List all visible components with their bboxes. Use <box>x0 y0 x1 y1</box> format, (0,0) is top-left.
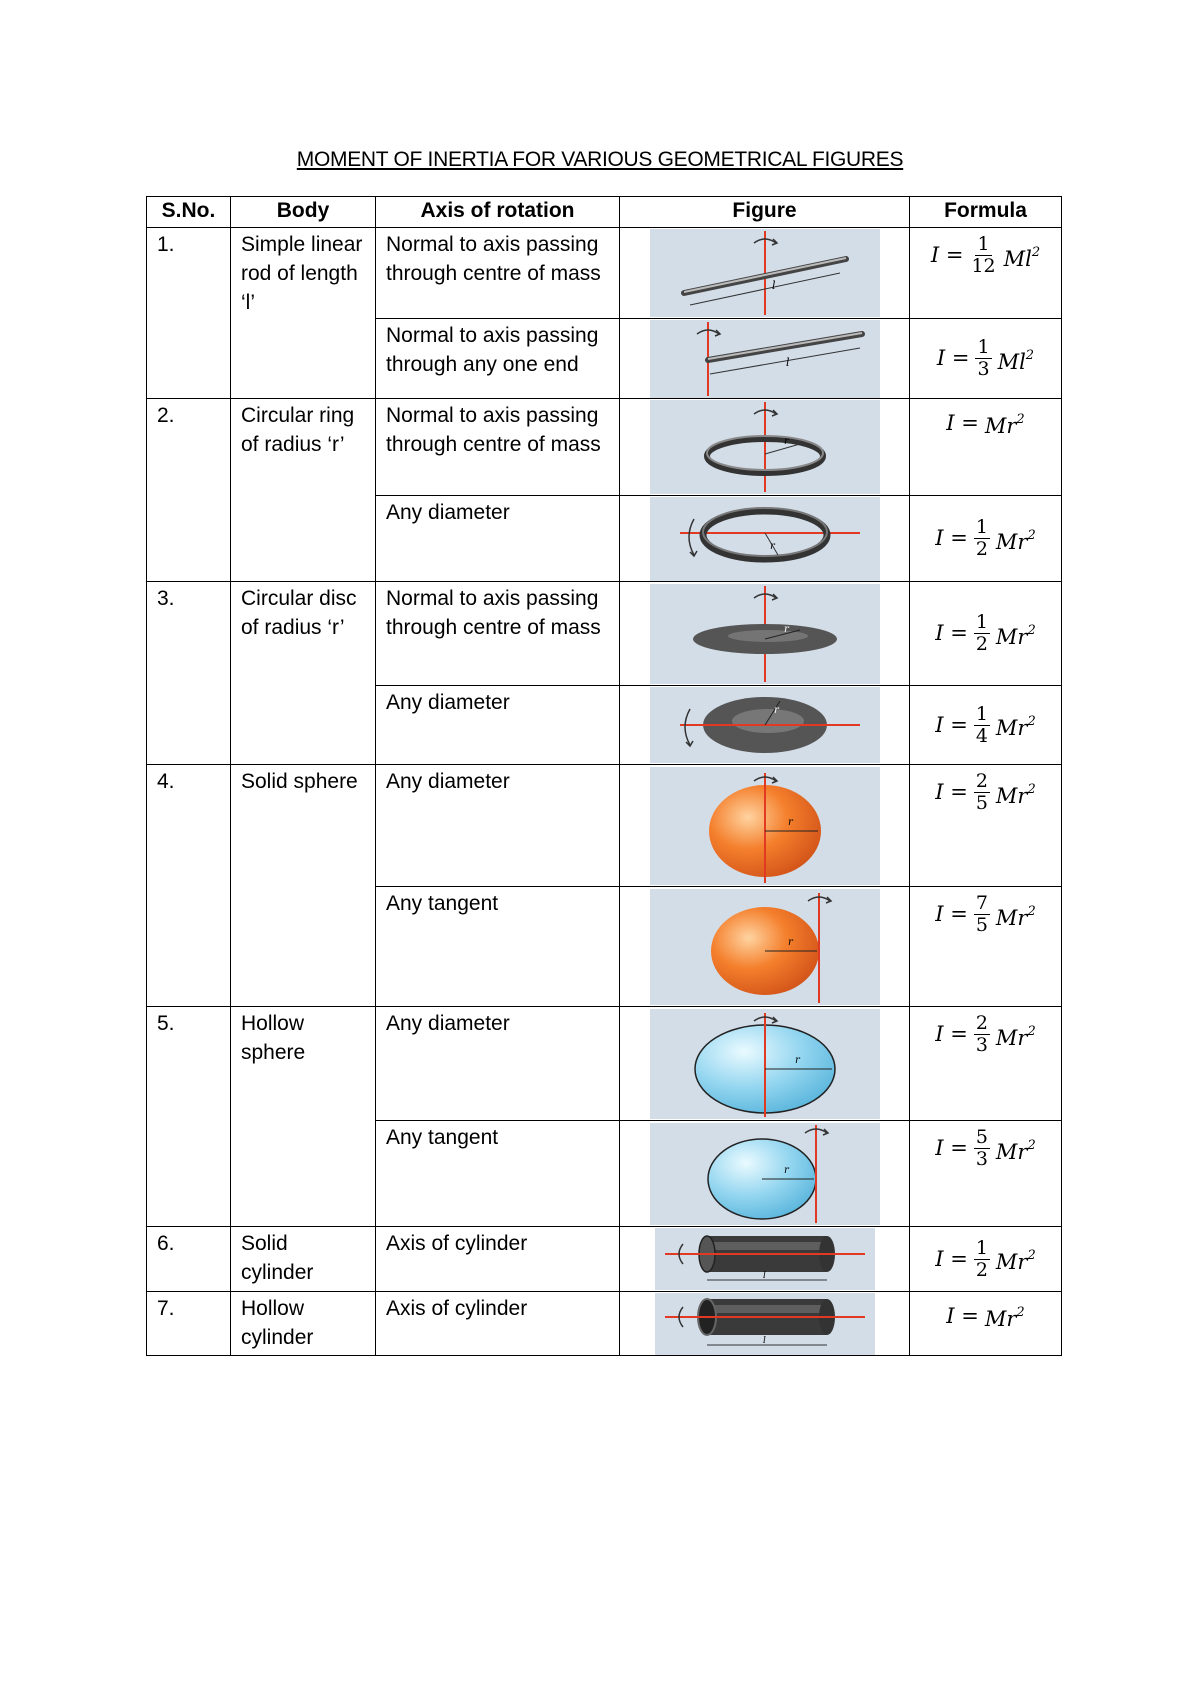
header-sno: S.No. <box>147 197 231 228</box>
radius-label: r <box>769 540 775 552</box>
figure-cell <box>620 319 910 399</box>
formula <box>935 1127 1036 1170</box>
formula-cell <box>910 686 1062 765</box>
sno-cell: 1. <box>147 228 231 399</box>
hollow-cylinder-figure <box>655 1293 875 1355</box>
denominator: 3 <box>975 1148 988 1170</box>
radius-label: r <box>783 623 789 635</box>
disc-centre-figure <box>650 584 880 684</box>
sno-cell: 2. <box>147 399 231 582</box>
figure-cell <box>620 686 910 765</box>
formula-cell <box>910 765 1062 887</box>
exponent: 2 <box>1027 527 1036 543</box>
fraction <box>974 1013 990 1056</box>
axis-cell: Any diameter <box>376 686 620 765</box>
formula-lhs: I = <box>935 1022 968 1046</box>
fraction <box>974 517 990 560</box>
page-title: MOMENT OF INERTIA FOR VARIOUS GEOMETRICAL FIGURES <box>296 148 904 171</box>
exponent: 2 <box>1016 1305 1025 1320</box>
denominator: 2 <box>975 1258 988 1281</box>
formula-lhs: I = <box>935 902 968 926</box>
formula-cell <box>910 496 1062 582</box>
table-row <box>147 765 1062 887</box>
exponent: 2 <box>1027 1023 1036 1039</box>
formula-rest: Mr <box>984 414 1017 438</box>
exponent: 2 <box>1016 412 1025 427</box>
numerator: 1 <box>975 702 988 725</box>
solid-cylinder-figure <box>655 1228 875 1290</box>
numerator: 1 <box>975 1236 988 1259</box>
formula <box>946 405 1024 441</box>
formula-rest: Mr <box>995 1250 1028 1274</box>
axis-cell: Axis of cylinder <box>376 1292 620 1356</box>
rod-end-figure <box>650 320 880 398</box>
header-body: Body <box>231 197 376 228</box>
radius-label: r <box>794 1054 800 1066</box>
formula-cell <box>910 399 1062 496</box>
formula <box>937 337 1034 380</box>
formula <box>935 771 1036 814</box>
formula <box>935 612 1036 655</box>
rod-centre-figure <box>650 229 880 317</box>
formula-lhs: I = <box>946 1303 979 1328</box>
denominator: 5 <box>975 914 988 936</box>
fraction <box>974 1238 990 1281</box>
formula-cell <box>910 319 1062 399</box>
formula <box>935 1013 1036 1056</box>
axis-cell: Any diameter <box>376 1007 620 1121</box>
disc-diameter-figure <box>650 687 880 763</box>
figure-cell <box>620 228 910 319</box>
table-row <box>147 1292 1062 1356</box>
formula-lhs: I = <box>935 621 968 645</box>
axis-cell: Any tangent <box>376 887 620 1007</box>
header-axis: Axis of rotation <box>376 197 620 228</box>
denominator: 2 <box>975 633 988 655</box>
exponent: 2 <box>1027 781 1036 797</box>
formula-lhs: I = <box>935 1136 968 1160</box>
radius-label: r <box>773 705 779 716</box>
numerator: 2 <box>975 770 988 792</box>
figure-cell <box>620 1227 910 1292</box>
fraction <box>974 612 990 655</box>
axis-cell: Any diameter <box>376 765 620 887</box>
length-label: l <box>762 1335 766 1346</box>
body-cell: Solid sphere <box>231 765 376 1007</box>
exponent: 2 <box>1027 903 1036 919</box>
formula-rest: Mr <box>995 1025 1028 1050</box>
fraction <box>974 1127 990 1170</box>
hollow-sphere-diameter-figure <box>650 1009 880 1119</box>
table-row <box>147 582 1062 686</box>
formula <box>935 893 1036 936</box>
body-cell: Hollow cylinder <box>231 1292 376 1356</box>
axis-cell: Any tangent <box>376 1121 620 1227</box>
header-row <box>147 197 1062 228</box>
formula-cell <box>910 887 1062 1007</box>
solid-sphere-diameter-figure <box>650 767 880 885</box>
formula-lhs: I = <box>930 243 964 267</box>
axis-cell: Any diameter <box>376 496 620 582</box>
figure-cell <box>620 399 910 496</box>
body-cell: Simple linear rod of length ‘l’ <box>231 228 376 399</box>
formula-lhs: I = <box>936 346 970 370</box>
ring-diameter-figure <box>650 497 880 581</box>
sno-cell: 4. <box>147 765 231 1007</box>
sno-cell: 7. <box>147 1292 231 1356</box>
exponent: 2 <box>1031 244 1041 260</box>
denominator: 2 <box>975 538 988 560</box>
body-cell: Solid cylinder <box>231 1227 376 1292</box>
table-row <box>147 228 1062 319</box>
fraction <box>975 337 991 380</box>
denominator: 4 <box>975 724 988 747</box>
axis-cell: Normal to axis passing through centre of mass <box>376 228 620 319</box>
denominator: 5 <box>975 792 988 814</box>
exponent: 2 <box>1025 347 1035 363</box>
formula-rest: Mr <box>995 716 1028 740</box>
formula-cell <box>910 228 1062 319</box>
formula-lhs: I = <box>935 712 968 737</box>
formula-rest: Mr <box>995 529 1028 554</box>
fraction <box>974 771 990 814</box>
table-row <box>147 399 1062 496</box>
ring-centre-figure <box>650 400 880 494</box>
sno-cell: 5. <box>147 1007 231 1227</box>
numerator: 1 <box>975 516 988 538</box>
axis-cell: Normal to axis passing through centre of mass <box>376 399 620 496</box>
formula-cell <box>910 1227 1062 1292</box>
figure-cell <box>620 1292 910 1356</box>
body-cell: Circular ring of radius ‘r’ <box>231 399 376 582</box>
length-label: l <box>762 1271 766 1281</box>
length-label: l <box>785 355 790 369</box>
axis-cell: Normal to axis passing through any one end <box>376 319 620 399</box>
numerator: 7 <box>975 892 988 914</box>
table-row <box>147 1007 1062 1121</box>
figure-cell <box>620 1121 910 1227</box>
formula <box>935 517 1036 560</box>
formula-cell <box>910 1292 1062 1356</box>
formula-lhs: I = <box>935 780 968 804</box>
fraction <box>969 234 997 277</box>
formula-rest: Ml <box>997 349 1026 374</box>
body-cell: Circular disc of radius ‘r’ <box>231 582 376 765</box>
figure-cell <box>620 1007 910 1121</box>
exponent: 2 <box>1027 1137 1036 1153</box>
formula-rest: Mr <box>995 783 1028 808</box>
formula-cell <box>910 1121 1062 1227</box>
hollow-sphere-tangent-figure <box>650 1123 880 1225</box>
formula-cell <box>910 1007 1062 1121</box>
numerator: 1 <box>975 611 988 633</box>
formula-rest: Ml <box>1003 246 1032 271</box>
formula-cell <box>910 582 1062 686</box>
formula <box>935 704 1036 747</box>
radius-label: r <box>787 816 793 828</box>
formula-rest: Mr <box>995 624 1028 649</box>
formula <box>935 1238 1036 1281</box>
fraction <box>974 704 990 747</box>
axis-cell: Axis of cylinder <box>376 1227 620 1292</box>
sno-cell: 3. <box>147 582 231 765</box>
header-formula: Formula <box>910 197 1062 228</box>
solid-sphere-tangent-figure <box>650 889 880 1005</box>
exponent: 2 <box>1027 622 1036 638</box>
numerator: 2 <box>975 1012 988 1034</box>
denominator: 12 <box>971 255 996 277</box>
formula-rest: Mr <box>995 1139 1028 1164</box>
formula-lhs: I = <box>946 410 979 435</box>
radius-label: r <box>783 436 789 447</box>
fraction <box>974 893 990 936</box>
formula <box>931 234 1040 277</box>
formula <box>946 1298 1024 1334</box>
figure-cell <box>620 496 910 582</box>
radius-label: r <box>787 936 793 948</box>
figure-cell <box>620 582 910 686</box>
sno-cell: 6. <box>147 1227 231 1292</box>
table-row <box>147 1227 1062 1292</box>
formula-rest: Mr <box>984 1307 1017 1331</box>
figure-cell <box>620 765 910 887</box>
formula-rest: Mr <box>995 905 1028 930</box>
formula-lhs: I = <box>935 1246 968 1271</box>
numerator: 5 <box>975 1126 988 1148</box>
body-cell: Hollow sphere <box>231 1007 376 1227</box>
denominator: 3 <box>977 358 990 380</box>
numerator: 1 <box>977 233 990 255</box>
axis-cell: Normal to axis passing through centre of mass <box>376 582 620 686</box>
denominator: 3 <box>975 1034 988 1056</box>
moment-of-inertia-table <box>146 196 1062 1356</box>
figure-cell <box>620 887 910 1007</box>
header-figure: Figure <box>620 197 910 228</box>
formula-lhs: I = <box>935 526 968 550</box>
numerator: 1 <box>977 336 990 358</box>
exponent: 2 <box>1027 714 1036 729</box>
exponent: 2 <box>1027 1248 1036 1263</box>
radius-label: r <box>783 1164 789 1176</box>
length-label: l <box>771 279 776 292</box>
